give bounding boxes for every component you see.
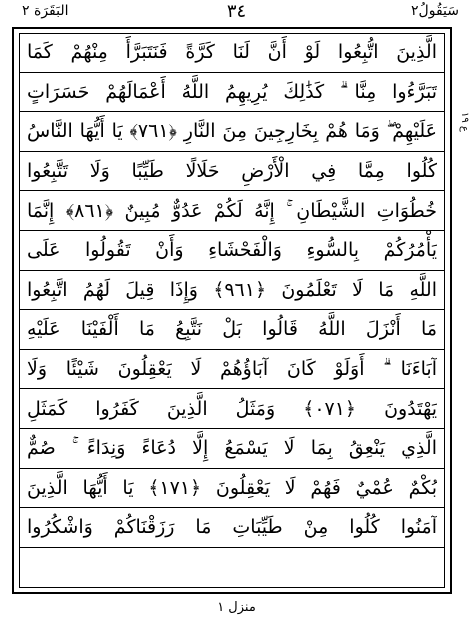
line-text: يَهْتَدُونَ ﴿١٧٠﴾ وَمَثَلُ الَّذِينَ كَفَرُوا كَمَثَلِ bbox=[27, 397, 437, 420]
text-line bbox=[19, 271, 445, 311]
line-text: آبَاءَنَا ۗ أَوَلَوْ كَانَ آبَاؤُهُمْ لَا يَعْقِلُونَ شَيْئًا وَلَا bbox=[27, 358, 437, 381]
line-text: خُطُوَاتِ الشَّيْطَانِ ۚ إِنَّهُ لَكُمْ عَدُوٌّ مُبِينٌ ﴿١٦٨﴾ إِنَّمَا bbox=[27, 199, 437, 222]
page-header bbox=[0, 0, 473, 28]
ruku-marker: ع ١٩ bbox=[459, 112, 470, 132]
text-line bbox=[19, 191, 445, 231]
surah-title: البَقَرَة ٢ bbox=[22, 3, 69, 19]
line-text: آمَنُوا كُلُوا مِنْ طَيِّبَاتِ مَا رَزَقْنَاكُمْ وَاشْكُرُوا bbox=[27, 516, 437, 539]
line-text: عَلَيْهِمْ ۖ وَمَا هُمْ بِخَارِجِينَ مِنَ النَّارِ ﴿١٦٧﴾ يَا أَيُّهَا النَّاسُ bbox=[27, 120, 437, 143]
text-line bbox=[19, 548, 445, 588]
line-text: مَا أَنْزَلَ اللَّهُ قَالُوا بَلْ نَتَّبِعُ مَا أَلْفَيْنَا عَلَيْهِ bbox=[27, 318, 437, 341]
line-text: تَبَرَّءُوا مِنَّا ۗ كَذَٰلِكَ يُرِيهِمُ اللَّهُ أَعْمَالَهُمْ حَسَرَاتٍ bbox=[27, 80, 437, 103]
text-line bbox=[19, 508, 445, 548]
page-number: ٣٤ bbox=[226, 1, 247, 22]
text-line bbox=[19, 33, 445, 73]
text-line bbox=[19, 73, 445, 113]
text-block bbox=[19, 33, 445, 588]
line-text: الَّذِي يَنْعِقُ بِمَا لَا يَسْمَعُ إِلَّا دُعَاءً وَنِدَاءً ۚ صُمٌّ bbox=[27, 437, 437, 460]
line-text: اللَّهِ مَا لَا تَعْلَمُونَ ﴿١٦٩﴾ وَإِذَا قِيلَ لَهُمُ اتَّبِعُوا bbox=[27, 278, 437, 301]
text-line bbox=[19, 469, 445, 509]
text-line bbox=[19, 429, 445, 469]
line-text: الَّذِينَ اتُّبِعُوا لَوْ أَنَّ لَنَا كَرَّةً فَنَتَبَرَّأَ مِنْهُمْ كَمَا bbox=[27, 41, 437, 64]
text-line bbox=[19, 389, 445, 429]
text-line bbox=[19, 152, 445, 192]
manzil-footer: منزل ١ bbox=[217, 600, 256, 615]
text-line bbox=[19, 112, 445, 152]
line-text: كُلُوا مِمَّا فِي الْأَرْضِ حَلَالًا طَيِّبًا وَلَا تَتَّبِعُوا bbox=[27, 160, 437, 183]
text-line bbox=[19, 310, 445, 350]
text-line bbox=[19, 231, 445, 271]
text-line bbox=[19, 350, 445, 390]
juz-title: سَيَقُولُ٢ bbox=[411, 3, 459, 19]
line-text: بُكْمٌ عُمْيٌ فَهُمْ لَا يَعْقِلُونَ ﴿١٧١﴾ يَا أَيُّهَا الَّذِينَ bbox=[27, 476, 437, 499]
line-text: يَأْمُرُكُمْ بِالسُّوءِ وَالْفَحْشَاءِ وَأَنْ تَقُولُوا عَلَى bbox=[27, 239, 437, 262]
